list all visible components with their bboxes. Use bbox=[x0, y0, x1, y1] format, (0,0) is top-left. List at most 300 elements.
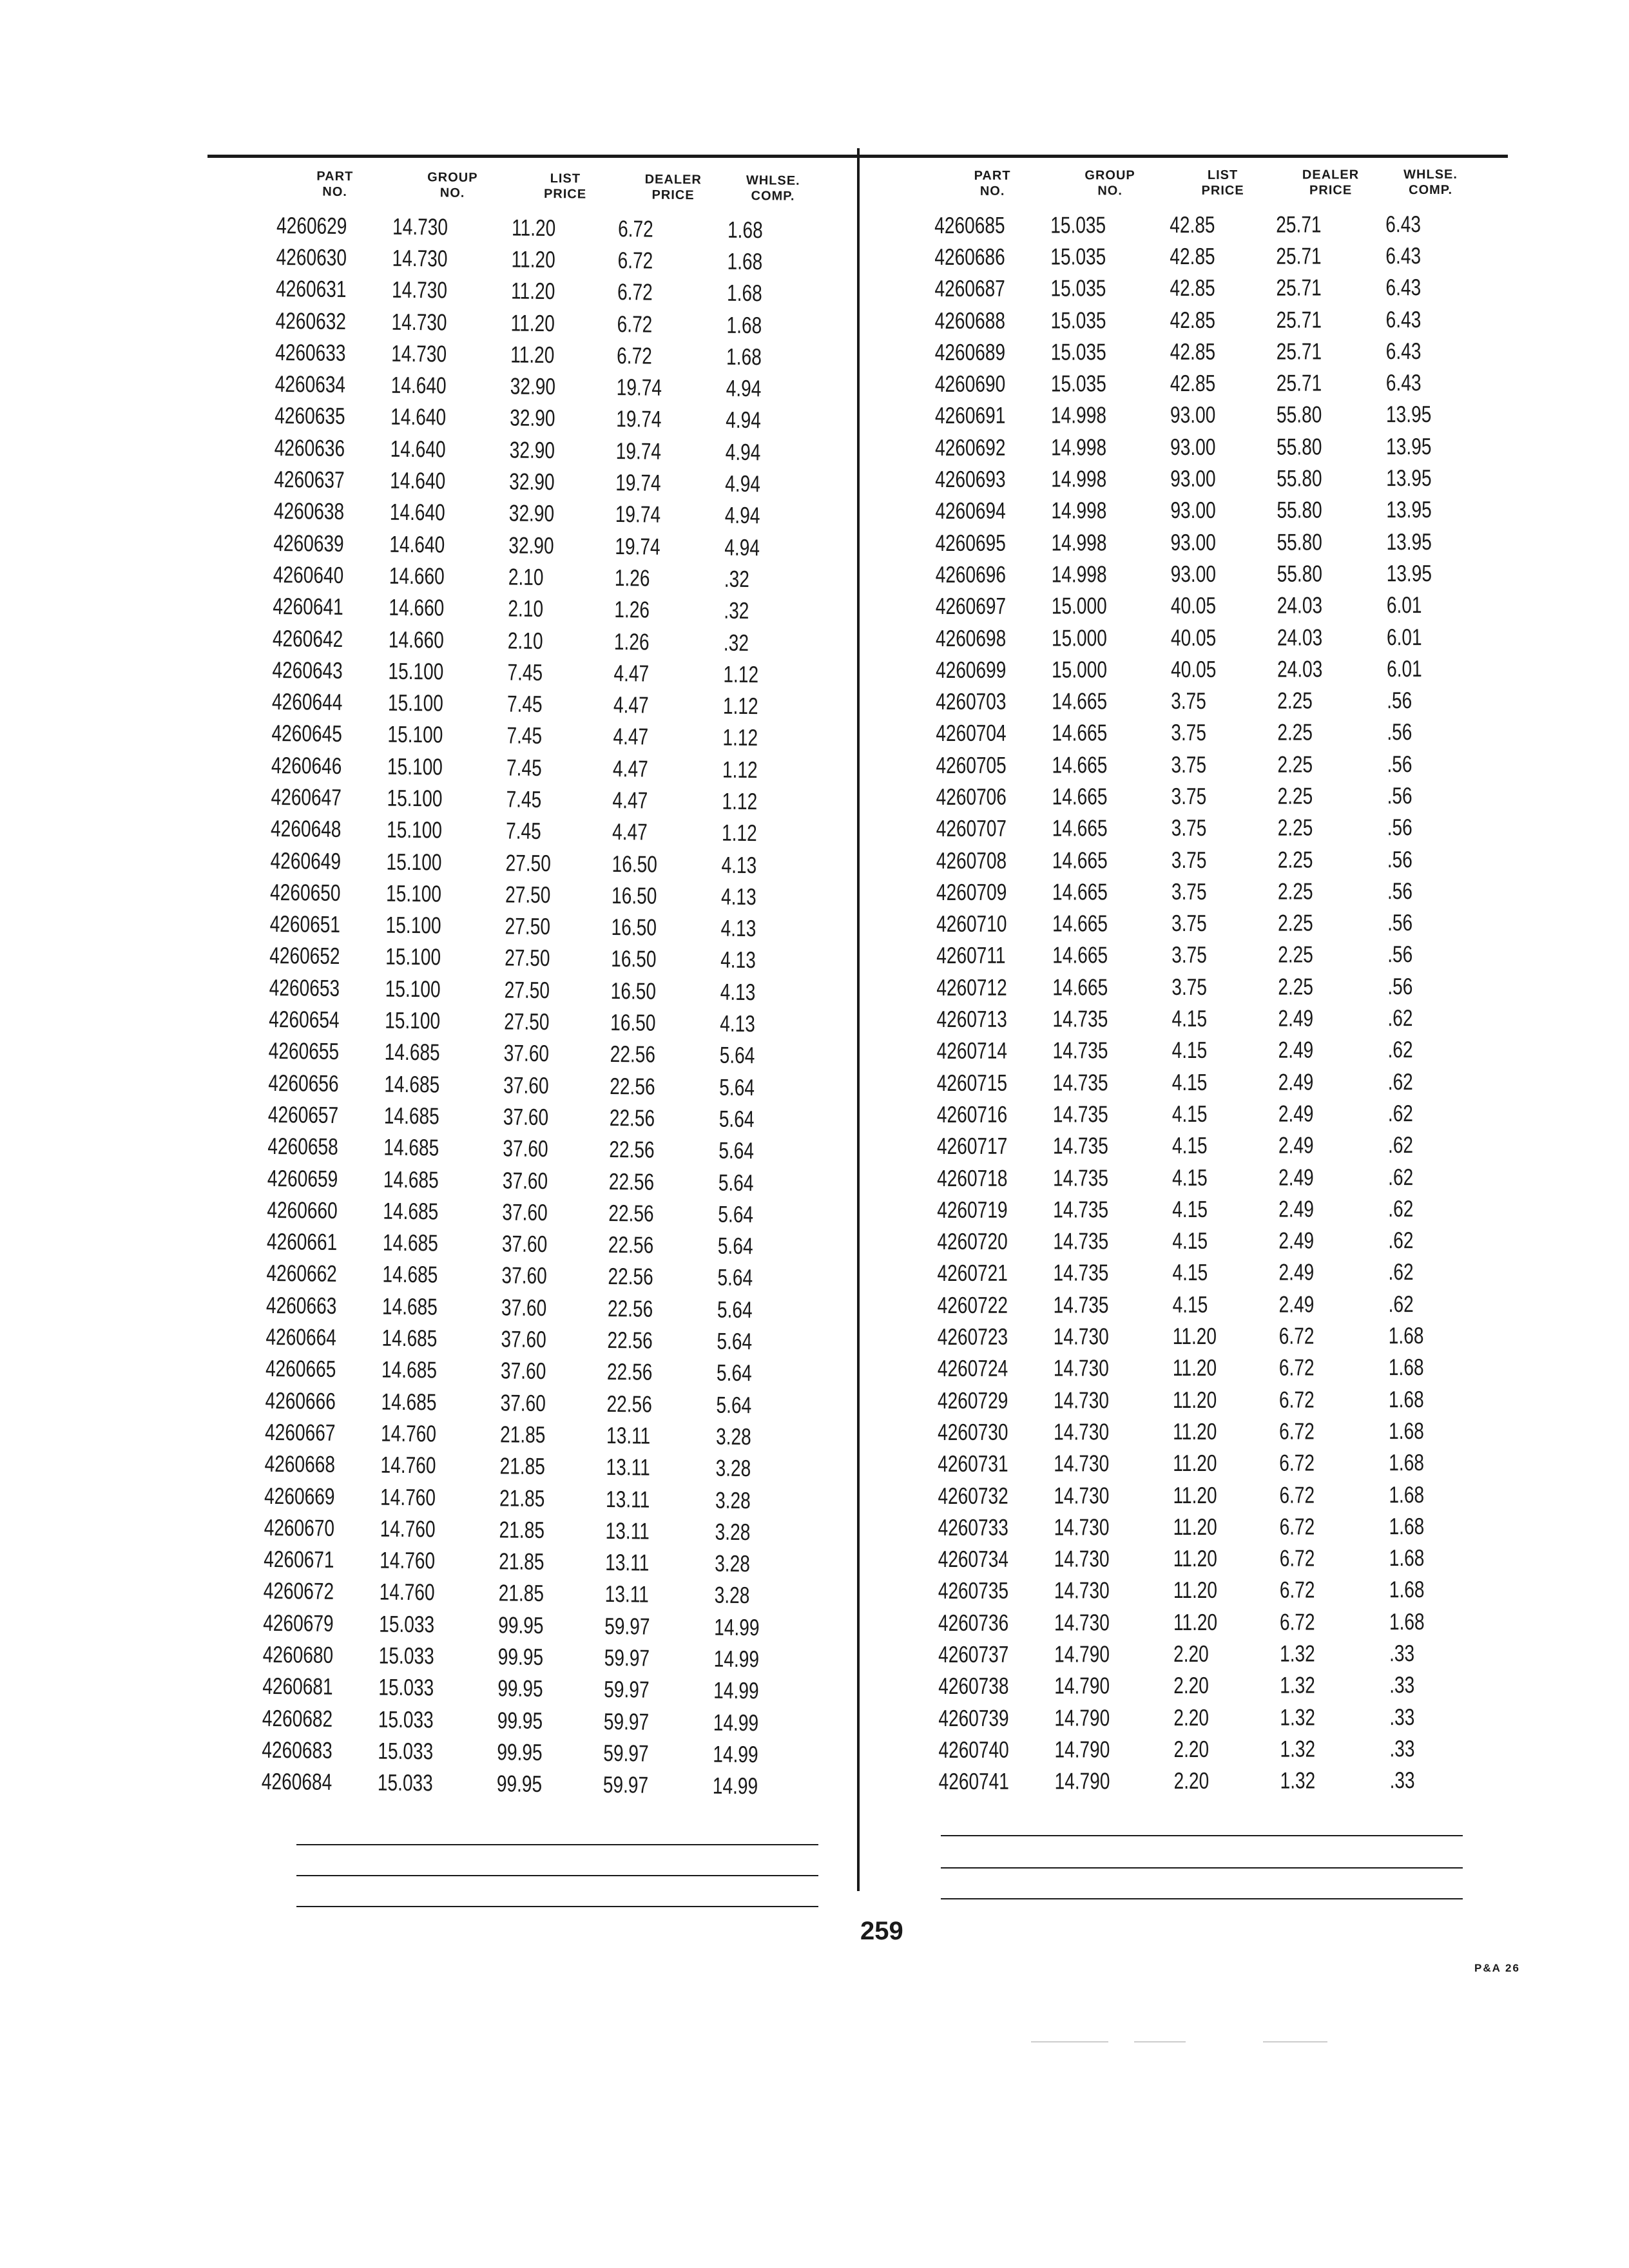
group-no-cell: 14.665 bbox=[1052, 846, 1108, 874]
table-row bbox=[271, 813, 838, 850]
group-no-cell: 15.035 bbox=[1050, 306, 1106, 334]
table-row bbox=[262, 1702, 829, 1740]
list-price-cell: 3.75 bbox=[1171, 751, 1207, 778]
whlse-comp-cell: 1.12 bbox=[722, 724, 758, 751]
list-price-cell: 27.50 bbox=[505, 849, 552, 876]
whlse-comp-cell: 1.68 bbox=[1389, 1449, 1424, 1476]
list-price-cell: 3.75 bbox=[1171, 973, 1208, 1000]
group-no-cell: 14.730 bbox=[390, 340, 447, 367]
whlse-comp-cell: .56 bbox=[1387, 972, 1413, 999]
dealer-price-cell: 59.97 bbox=[604, 1644, 650, 1671]
table-row bbox=[938, 1733, 1505, 1766]
whlse-comp-cell: 5.64 bbox=[716, 1359, 752, 1387]
part-no-cell: 4260707 bbox=[936, 814, 1007, 842]
part-no-cell: 4260724 bbox=[937, 1355, 1008, 1382]
table-row bbox=[262, 1765, 829, 1803]
whlse-comp-cell: 1.68 bbox=[726, 279, 762, 307]
list-price-cell: 4.15 bbox=[1171, 1068, 1208, 1095]
dealer-price-cell: 1.32 bbox=[1280, 1704, 1316, 1731]
list-price-cell: 99.95 bbox=[496, 1770, 543, 1798]
part-no-cell: 4260670 bbox=[264, 1514, 335, 1541]
part-no-cell: 4260629 bbox=[276, 211, 347, 239]
dealer-price-cell: 4.47 bbox=[613, 659, 650, 687]
dealer-price-cell: 2.25 bbox=[1277, 878, 1313, 905]
whlse-comp-cell: 14.99 bbox=[713, 1645, 760, 1673]
group-no-cell: 14.685 bbox=[383, 1102, 439, 1129]
part-no-cell: 4260663 bbox=[265, 1291, 337, 1319]
part-no-cell: 4260696 bbox=[935, 561, 1007, 588]
dealer-price-cell: 6.72 bbox=[1278, 1386, 1315, 1413]
list-price-cell: 42.85 bbox=[1170, 242, 1215, 269]
table-row bbox=[266, 1258, 833, 1295]
whlse-comp-cell: 14.99 bbox=[713, 1709, 759, 1736]
page-number: 259 bbox=[860, 1917, 903, 1945]
footer-rule bbox=[296, 1875, 818, 1876]
table-row bbox=[264, 1543, 831, 1581]
list-price-cell: 27.50 bbox=[505, 881, 551, 908]
whlse-comp-cell: 5.64 bbox=[717, 1264, 753, 1291]
whlse-comp-cell: .33 bbox=[1389, 1640, 1415, 1667]
group-no-cell: 14.760 bbox=[379, 1579, 435, 1606]
part-no-cell: 4260721 bbox=[937, 1260, 1008, 1287]
list-price-cell: 37.60 bbox=[503, 1135, 548, 1162]
group-no-cell: 14.685 bbox=[381, 1356, 438, 1383]
list-price-cell: 11.20 bbox=[1172, 1322, 1217, 1350]
part-no-cell: 4260708 bbox=[936, 847, 1007, 874]
group-no-cell: 15.035 bbox=[1050, 243, 1106, 270]
list-price-cell: 27.50 bbox=[504, 944, 550, 972]
whlse-comp-cell: 4.94 bbox=[725, 470, 761, 497]
dealer-price-cell: 16.50 bbox=[610, 977, 657, 1004]
group-no-cell: 14.640 bbox=[389, 530, 445, 558]
group-no-cell: 15.100 bbox=[387, 753, 443, 780]
table-row bbox=[264, 1575, 831, 1613]
list-price-cell: 2.20 bbox=[1173, 1640, 1209, 1667]
table-row bbox=[936, 557, 1503, 591]
list-price-cell: 21.85 bbox=[499, 1548, 545, 1575]
whlse-comp-cell: .62 bbox=[1387, 1036, 1413, 1063]
header-list-price: LIST PRICE bbox=[1201, 168, 1244, 198]
dealer-price-cell: 6.72 bbox=[1278, 1354, 1315, 1381]
part-no-cell: 4260719 bbox=[937, 1196, 1008, 1223]
table-row bbox=[938, 1479, 1505, 1512]
list-price-cell: 42.85 bbox=[1170, 338, 1216, 365]
list-price-cell: 21.85 bbox=[499, 1452, 546, 1480]
group-no-cell: 15.100 bbox=[385, 975, 441, 1003]
list-price-cell: 40.05 bbox=[1170, 624, 1217, 651]
part-no-cell: 4260649 bbox=[270, 847, 342, 874]
list-price-cell: 37.60 bbox=[500, 1357, 546, 1385]
part-no-cell: 4260704 bbox=[936, 720, 1007, 747]
table-row bbox=[935, 303, 1502, 337]
table-row bbox=[262, 1671, 829, 1708]
table-row bbox=[938, 1573, 1505, 1607]
list-price-cell: 27.50 bbox=[504, 1008, 550, 1035]
dealer-price-cell: 6.72 bbox=[616, 341, 653, 369]
group-no-cell: 14.735 bbox=[1052, 1100, 1108, 1128]
list-price-cell: 21.85 bbox=[499, 1516, 545, 1543]
dealer-price-cell: 22.56 bbox=[608, 1263, 653, 1291]
group-no-cell: 14.998 bbox=[1051, 497, 1107, 524]
list-price-cell: 3.75 bbox=[1171, 687, 1206, 715]
group-no-cell: 15.100 bbox=[387, 689, 444, 716]
list-price-cell: 32.90 bbox=[510, 372, 556, 400]
dealer-price-cell: 6.72 bbox=[1279, 1513, 1315, 1540]
table-row bbox=[935, 462, 1502, 495]
table-row bbox=[938, 1351, 1505, 1385]
group-no-cell: 14.735 bbox=[1053, 1164, 1109, 1191]
table-row bbox=[275, 336, 842, 374]
dealer-price-cell: 2.49 bbox=[1278, 1164, 1314, 1191]
table-row bbox=[938, 1606, 1505, 1639]
list-price-cell: 7.45 bbox=[506, 754, 542, 781]
group-no-cell: 14.665 bbox=[1052, 751, 1108, 778]
part-no-cell: 4260733 bbox=[938, 1514, 1008, 1541]
group-no-cell: 14.665 bbox=[1052, 814, 1108, 841]
part-no-cell: 4260710 bbox=[936, 910, 1007, 937]
whlse-comp-cell: 14.99 bbox=[714, 1613, 760, 1640]
table-row bbox=[936, 970, 1503, 1004]
list-price-cell: 11.20 bbox=[510, 341, 555, 368]
group-no-cell: 14.790 bbox=[1054, 1672, 1110, 1699]
table-row bbox=[936, 780, 1503, 813]
dealer-price-cell: 55.80 bbox=[1277, 433, 1322, 460]
part-no-cell: 4260691 bbox=[934, 402, 1006, 429]
part-no-cell: 4260698 bbox=[935, 624, 1007, 651]
whlse-comp-cell: .32 bbox=[724, 597, 749, 624]
table-row bbox=[936, 684, 1503, 718]
table-row bbox=[937, 1129, 1504, 1162]
part-no-cell: 4260683 bbox=[262, 1736, 333, 1763]
part-no-cell: 4260665 bbox=[265, 1355, 336, 1383]
table-row bbox=[936, 748, 1503, 782]
scan-artifact bbox=[1031, 2041, 1108, 2042]
group-no-cell: 14.685 bbox=[383, 1133, 439, 1161]
list-price-cell: 11.20 bbox=[1173, 1544, 1217, 1572]
group-no-cell: 15.033 bbox=[379, 1610, 435, 1638]
list-price-cell: 2.10 bbox=[508, 563, 544, 590]
table-row bbox=[935, 367, 1502, 400]
dealer-price-cell: 59.97 bbox=[603, 1707, 650, 1735]
whlse-comp-cell: 13.95 bbox=[1386, 464, 1432, 492]
part-no-cell: 4260655 bbox=[268, 1037, 340, 1065]
header-group-no: GROUP NO. bbox=[1084, 168, 1135, 198]
list-price-cell: 7.45 bbox=[507, 658, 543, 686]
whlse-comp-cell: .62 bbox=[1387, 1004, 1413, 1032]
table-row bbox=[938, 1701, 1505, 1735]
list-price-cell: 93.00 bbox=[1170, 560, 1216, 587]
list-price-cell: 7.45 bbox=[506, 785, 542, 812]
dealer-price-cell: 16.50 bbox=[610, 1009, 656, 1036]
table-row bbox=[265, 1416, 832, 1454]
dealer-price-cell: 22.56 bbox=[608, 1168, 655, 1195]
part-no-cell: 4260644 bbox=[271, 688, 343, 716]
part-no-cell: 4260735 bbox=[938, 1577, 1009, 1604]
list-price-cell: 11.20 bbox=[1173, 1513, 1217, 1540]
list-price-cell: 42.85 bbox=[1170, 369, 1216, 397]
scan-artifact bbox=[1263, 2041, 1327, 2042]
table-row bbox=[275, 305, 842, 342]
header-dealer-price: DEALER PRICE bbox=[644, 172, 702, 203]
part-no-cell: 4260657 bbox=[267, 1100, 339, 1128]
list-price-cell: 32.90 bbox=[509, 468, 555, 495]
left-table-header bbox=[276, 164, 844, 215]
dealer-price-cell: 16.50 bbox=[611, 914, 657, 941]
table-row bbox=[274, 463, 841, 501]
dealer-price-cell: 1.32 bbox=[1280, 1767, 1316, 1794]
dealer-price-cell: 55.80 bbox=[1276, 401, 1322, 428]
part-no-cell: 4260720 bbox=[937, 1227, 1008, 1255]
whlse-comp-cell: 4.13 bbox=[720, 883, 757, 910]
dealer-price-cell: 24.03 bbox=[1277, 655, 1323, 682]
group-no-cell: 14.998 bbox=[1051, 434, 1107, 461]
list-price-cell: 4.15 bbox=[1171, 1100, 1208, 1127]
dealer-price-cell: 55.80 bbox=[1277, 496, 1322, 523]
list-price-cell: 3.75 bbox=[1171, 782, 1207, 810]
list-price-cell: 93.00 bbox=[1170, 528, 1216, 555]
list-price-cell: 4.15 bbox=[1171, 1004, 1208, 1032]
group-no-cell: 14.730 bbox=[1053, 1323, 1109, 1350]
whlse-comp-cell: 13.95 bbox=[1386, 432, 1432, 459]
table-row bbox=[269, 908, 836, 945]
whlse-comp-cell: 1.68 bbox=[726, 343, 762, 370]
part-no-cell: 4260650 bbox=[269, 878, 341, 906]
whlse-comp-cell: 1.12 bbox=[722, 756, 758, 783]
dealer-price-cell: 13.11 bbox=[605, 1517, 650, 1544]
group-no-cell: 15.100 bbox=[386, 816, 443, 843]
group-no-cell: 14.685 bbox=[384, 1039, 440, 1066]
table-row bbox=[271, 749, 838, 787]
part-no-cell: 4260645 bbox=[271, 720, 343, 747]
list-price-cell: 37.60 bbox=[503, 1039, 550, 1067]
footer-rule bbox=[941, 1835, 1463, 1836]
group-no-cell: 15.000 bbox=[1051, 624, 1107, 651]
whlse-comp-cell: 6.43 bbox=[1385, 369, 1422, 396]
part-no-cell: 4260739 bbox=[938, 1704, 1009, 1731]
part-no-cell: 4260658 bbox=[267, 1133, 338, 1160]
dealer-price-cell: 6.72 bbox=[1279, 1544, 1315, 1571]
group-no-cell: 15.000 bbox=[1051, 592, 1107, 619]
list-price-cell: 11.20 bbox=[1173, 1418, 1217, 1445]
table-row bbox=[934, 271, 1501, 305]
table-row bbox=[276, 209, 843, 247]
group-no-cell: 14.730 bbox=[392, 213, 448, 240]
table-row bbox=[267, 1194, 834, 1231]
table-row bbox=[938, 1637, 1505, 1671]
part-no-cell: 4260646 bbox=[271, 751, 342, 779]
table-row bbox=[264, 1480, 831, 1517]
dealer-price-cell: 55.80 bbox=[1277, 465, 1322, 492]
group-no-cell: 14.730 bbox=[391, 308, 447, 336]
dealer-price-cell: 22.56 bbox=[609, 1136, 655, 1163]
table-row bbox=[267, 1131, 834, 1168]
part-no-cell: 4260738 bbox=[938, 1673, 1009, 1700]
group-no-cell: 14.730 bbox=[391, 276, 448, 303]
whlse-comp-cell: .62 bbox=[1387, 1100, 1413, 1127]
part-no-cell: 4260641 bbox=[273, 593, 343, 620]
list-price-cell: 40.05 bbox=[1170, 655, 1217, 682]
part-no-cell: 4260703 bbox=[936, 687, 1007, 715]
footer-rule bbox=[941, 1898, 1463, 1899]
right-price-table bbox=[934, 163, 1506, 1798]
whlse-comp-cell: 3.28 bbox=[714, 1582, 750, 1609]
dealer-price-cell: 59.97 bbox=[602, 1771, 649, 1798]
dealer-price-cell: 16.50 bbox=[610, 945, 657, 973]
list-price-cell: 37.60 bbox=[503, 1072, 549, 1099]
whlse-comp-cell: 1.68 bbox=[1389, 1608, 1425, 1635]
group-no-cell: 14.760 bbox=[380, 1515, 436, 1542]
list-price-cell: 4.15 bbox=[1172, 1291, 1208, 1318]
whlse-comp-cell: 4.94 bbox=[724, 502, 760, 529]
part-no-cell: 4260732 bbox=[938, 1482, 1008, 1509]
dealer-price-cell: 1.32 bbox=[1279, 1640, 1315, 1667]
table-row bbox=[269, 1035, 836, 1073]
table-row bbox=[272, 686, 839, 723]
list-price-cell: 11.20 bbox=[511, 214, 556, 241]
group-no-cell: 14.640 bbox=[390, 466, 446, 494]
group-no-cell: 14.998 bbox=[1051, 528, 1107, 556]
part-no-cell: 4260711 bbox=[936, 942, 1006, 969]
list-price-cell: 37.60 bbox=[503, 1103, 549, 1131]
table-row bbox=[938, 1669, 1505, 1702]
column-divider bbox=[857, 148, 860, 1891]
table-row bbox=[275, 368, 842, 405]
group-no-cell: 15.033 bbox=[378, 1737, 434, 1765]
whlse-comp-cell: 4.94 bbox=[726, 374, 762, 402]
group-no-cell: 14.730 bbox=[1054, 1608, 1110, 1636]
part-no-cell: 4260731 bbox=[938, 1450, 1008, 1477]
list-price-cell: 3.75 bbox=[1171, 910, 1207, 937]
header-list-price: LIST PRICE bbox=[543, 171, 587, 202]
dealer-price-cell: 55.80 bbox=[1277, 560, 1322, 587]
list-price-cell: 7.45 bbox=[506, 722, 543, 749]
part-no-cell: 4260667 bbox=[264, 1418, 336, 1446]
group-no-cell: 14.998 bbox=[1051, 465, 1107, 492]
list-price-cell: 11.20 bbox=[510, 277, 555, 305]
whlse-comp-cell: 6.43 bbox=[1385, 274, 1422, 301]
dealer-price-cell: 2.49 bbox=[1278, 1195, 1314, 1222]
part-no-cell: 4260642 bbox=[272, 624, 343, 652]
table-row bbox=[268, 1099, 835, 1136]
dealer-price-cell: 2.49 bbox=[1278, 1131, 1314, 1158]
part-no-cell: 4260730 bbox=[938, 1418, 1008, 1445]
table-row bbox=[265, 1353, 833, 1390]
dealer-price-cell: 6.72 bbox=[1278, 1322, 1315, 1349]
table-row bbox=[270, 845, 837, 882]
list-price-cell: 42.85 bbox=[1170, 306, 1215, 333]
whlse-comp-cell: 1.68 bbox=[1389, 1417, 1424, 1445]
group-no-cell: 14.665 bbox=[1052, 910, 1108, 937]
part-no-cell: 4260705 bbox=[936, 751, 1007, 778]
whlse-comp-cell: 5.64 bbox=[719, 1073, 755, 1100]
whlse-comp-cell: 3.28 bbox=[715, 1518, 751, 1545]
whlse-comp-cell: 5.64 bbox=[716, 1391, 752, 1418]
table-row bbox=[270, 876, 837, 914]
table-row bbox=[935, 494, 1502, 527]
part-no-cell: 4260643 bbox=[272, 656, 343, 684]
table-row bbox=[935, 430, 1502, 464]
whlse-comp-cell: .33 bbox=[1389, 1767, 1415, 1794]
part-no-cell: 4260692 bbox=[935, 434, 1006, 461]
group-no-cell: 14.735 bbox=[1053, 1196, 1109, 1223]
list-price-cell: 11.20 bbox=[511, 245, 555, 273]
list-price-cell: 21.85 bbox=[499, 1421, 546, 1448]
group-no-cell: 14.660 bbox=[388, 626, 445, 653]
group-no-cell: 14.730 bbox=[1054, 1418, 1110, 1445]
left-table-body bbox=[262, 209, 844, 1803]
table-row bbox=[939, 1764, 1506, 1798]
whlse-comp-cell: 6.43 bbox=[1385, 305, 1422, 332]
group-no-cell: 14.735 bbox=[1052, 1132, 1108, 1159]
whlse-comp-cell: .32 bbox=[723, 629, 749, 656]
dealer-price-cell: 22.56 bbox=[607, 1294, 653, 1322]
part-no-cell: 4260716 bbox=[936, 1100, 1008, 1128]
whlse-comp-cell: 5.64 bbox=[718, 1105, 755, 1133]
table-row bbox=[266, 1289, 833, 1327]
dealer-price-cell: 2.49 bbox=[1278, 1227, 1315, 1254]
dealer-price-cell: 2.49 bbox=[1278, 1036, 1314, 1063]
dealer-price-cell: 25.71 bbox=[1276, 274, 1322, 301]
part-no-cell: 4260630 bbox=[276, 243, 347, 271]
part-no-cell: 4260636 bbox=[274, 434, 345, 461]
dealer-price-cell: 1.26 bbox=[614, 596, 650, 623]
whlse-comp-cell: .33 bbox=[1389, 1671, 1415, 1698]
part-no-cell: 4260668 bbox=[264, 1450, 336, 1478]
part-no-cell: 4260666 bbox=[265, 1387, 336, 1414]
whlse-comp-cell: 1.12 bbox=[722, 692, 758, 720]
group-no-cell: 15.035 bbox=[1050, 338, 1106, 365]
list-price-cell: 2.20 bbox=[1173, 1672, 1209, 1699]
list-price-cell: 40.05 bbox=[1170, 592, 1217, 619]
group-no-cell: 15.100 bbox=[385, 911, 441, 939]
part-no-cell: 4260684 bbox=[261, 1768, 333, 1796]
part-no-cell: 4260669 bbox=[264, 1482, 335, 1510]
dealer-price-cell: 2.49 bbox=[1278, 1004, 1314, 1032]
header-part-no: PART NO. bbox=[974, 168, 1011, 198]
part-no-cell: 4260697 bbox=[935, 592, 1007, 620]
group-no-cell: 14.735 bbox=[1052, 1068, 1108, 1096]
whlse-comp-cell: .56 bbox=[1387, 814, 1412, 841]
dealer-price-cell: 16.50 bbox=[612, 850, 658, 878]
list-price-cell: 11.20 bbox=[1172, 1354, 1217, 1381]
page-code: P&A 26 bbox=[1474, 1962, 1520, 1974]
table-row bbox=[935, 526, 1502, 559]
dealer-price-cell: 2.25 bbox=[1277, 846, 1313, 873]
whlse-comp-cell: .56 bbox=[1387, 687, 1412, 714]
whlse-comp-cell: 1.68 bbox=[727, 216, 763, 243]
list-price-cell: 3.75 bbox=[1171, 846, 1207, 873]
whlse-comp-cell: 5.64 bbox=[718, 1200, 754, 1228]
list-price-cell: 27.50 bbox=[505, 912, 551, 940]
group-no-cell: 14.760 bbox=[380, 1451, 436, 1479]
group-no-cell: 15.035 bbox=[1050, 274, 1106, 302]
list-price-cell: 32.90 bbox=[510, 404, 555, 432]
table-row bbox=[934, 208, 1501, 242]
table-row bbox=[934, 240, 1501, 273]
list-price-cell: 11.20 bbox=[510, 309, 555, 336]
whlse-comp-cell: 14.99 bbox=[713, 1740, 758, 1768]
group-no-cell: 14.998 bbox=[1051, 561, 1107, 588]
part-no-cell: 4260736 bbox=[938, 1609, 1009, 1636]
table-row bbox=[936, 621, 1503, 655]
dealer-price-cell: 22.56 bbox=[606, 1358, 653, 1386]
table-row bbox=[262, 1734, 829, 1771]
whlse-comp-cell: .62 bbox=[1388, 1227, 1414, 1254]
whlse-comp-cell: .56 bbox=[1387, 750, 1412, 777]
whlse-comp-cell: 4.94 bbox=[724, 533, 760, 561]
dealer-price-cell: 22.56 bbox=[609, 1104, 655, 1131]
table-row bbox=[937, 1033, 1504, 1067]
